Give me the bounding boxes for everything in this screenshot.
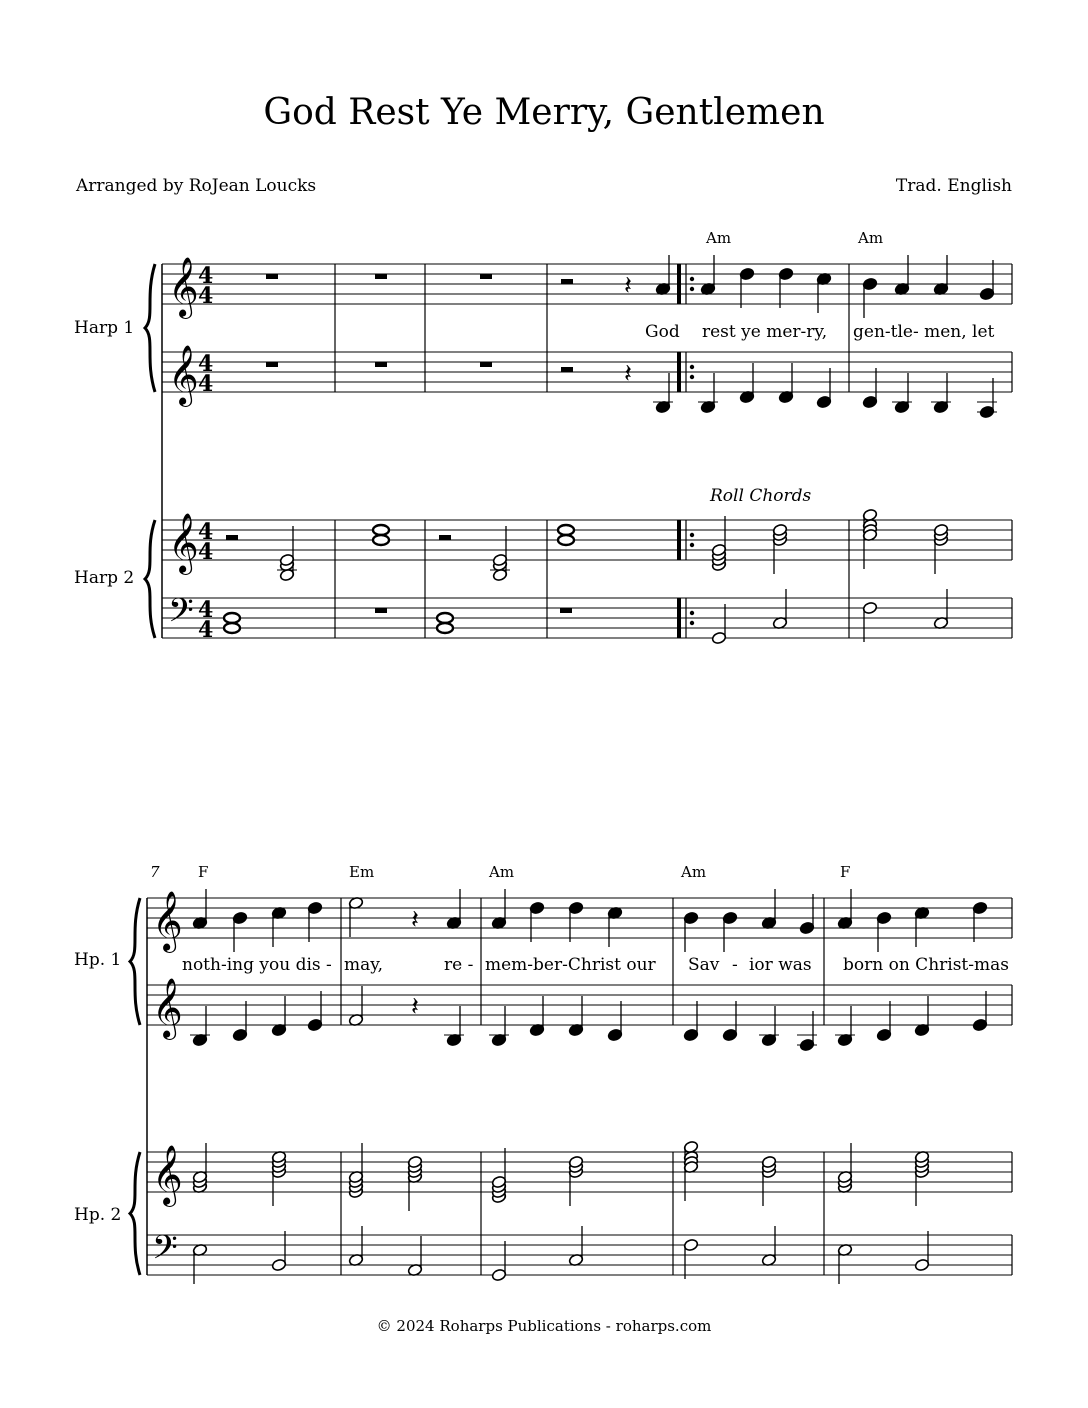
repeat-dot <box>690 287 694 291</box>
time-signature: 4 <box>198 597 214 623</box>
half-rest <box>439 535 451 540</box>
chord-symbol: Am <box>858 229 884 247</box>
time-signature: 4 <box>198 371 214 397</box>
time-signature: 4 <box>198 519 214 545</box>
half-rest <box>226 535 238 540</box>
half-rest <box>561 367 573 372</box>
brace <box>145 520 155 638</box>
chord-symbol: F <box>840 863 851 881</box>
repeat-dot <box>690 611 694 615</box>
time-signature: 4 <box>198 263 214 289</box>
quarter-rest: 𝄽 <box>411 992 419 1022</box>
whole-note <box>224 623 240 633</box>
lyric: gen-tle- men, let <box>853 322 995 342</box>
quarter-rest: 𝄽 <box>624 271 632 301</box>
repeat-dot <box>690 543 694 547</box>
lyric: ior was <box>749 955 812 975</box>
quarter-rest: 𝄽 <box>624 359 632 389</box>
whole-rest <box>375 362 387 367</box>
bass-clef: 𝄢 <box>168 592 194 638</box>
treble-clef: 𝄞 <box>168 513 199 573</box>
treble-clef: 𝄞 <box>168 345 199 405</box>
time-signature: 4 <box>198 617 214 643</box>
time-signature: 4 <box>198 539 214 565</box>
whole-note <box>558 535 574 545</box>
treble-clef: 𝄞 <box>152 978 183 1038</box>
expression-text: Roll Chords <box>710 486 812 506</box>
measure-number: 7 <box>150 863 160 881</box>
repeat-dot <box>690 365 694 369</box>
notes <box>130 255 997 1284</box>
lyric: rest ye mer-ry, <box>702 322 828 342</box>
brace <box>130 1152 140 1275</box>
whole-note <box>558 525 574 535</box>
treble-clef: 𝄞 <box>152 891 183 951</box>
arranger-credit: Arranged by RoJean Loucks <box>76 176 317 196</box>
copyright-notice: © 2024 Roharps Publications - roharps.com <box>376 1317 712 1335</box>
whole-rest <box>480 274 492 279</box>
lyric: may, <box>344 955 384 975</box>
treble-clef: 𝄞 <box>152 1145 183 1205</box>
lyric: noth-ing you dis - <box>182 955 332 975</box>
chord-symbol: Am <box>489 863 515 881</box>
brace <box>145 264 155 392</box>
staff-lines <box>147 264 1012 1275</box>
whole-rest <box>560 608 572 613</box>
lyric: mem-ber-Christ our <box>485 955 656 975</box>
whole-rest <box>266 274 278 279</box>
lyric: God <box>645 322 680 342</box>
chord-symbol: Am <box>681 863 707 881</box>
repeat-dot <box>690 277 694 281</box>
chord-symbol: F <box>198 863 209 881</box>
whole-note <box>437 613 453 623</box>
whole-note <box>373 525 389 535</box>
treble-clef: 𝄞 <box>168 257 199 317</box>
lyric: born on Christ-mas <box>843 955 1009 975</box>
quarter-rest: 𝄽 <box>411 905 419 935</box>
brace <box>130 898 140 1025</box>
half-rest <box>561 279 573 284</box>
whole-rest <box>480 362 492 367</box>
whole-rest <box>375 608 387 613</box>
harp2-label: Harp 2 <box>74 568 135 588</box>
composer-credit: Trad. English <box>895 176 1012 196</box>
lyric: Sav <box>688 955 720 975</box>
time-signature: 4 <box>198 351 214 377</box>
chord-symbol: Am <box>706 229 732 247</box>
whole-note <box>373 535 389 545</box>
whole-rest <box>266 362 278 367</box>
repeat-dot <box>690 621 694 625</box>
repeat-dot <box>690 533 694 537</box>
lyric: re - <box>444 955 474 975</box>
bass-clef: 𝄢 <box>152 1229 178 1275</box>
chord-symbol: Em <box>349 863 375 881</box>
repeat-dot <box>690 375 694 379</box>
harp2-label: Hp. 2 <box>74 1205 122 1225</box>
whole-rest <box>375 274 387 279</box>
whole-note <box>437 623 453 633</box>
time-signature: 4 <box>198 283 214 309</box>
harp1-label: Harp 1 <box>74 318 135 338</box>
harp1-label: Hp. 1 <box>74 950 122 970</box>
score-title: God Rest Ye Merry, Gentlemen <box>263 92 825 133</box>
lyric: - <box>732 955 738 975</box>
whole-note <box>224 613 240 623</box>
